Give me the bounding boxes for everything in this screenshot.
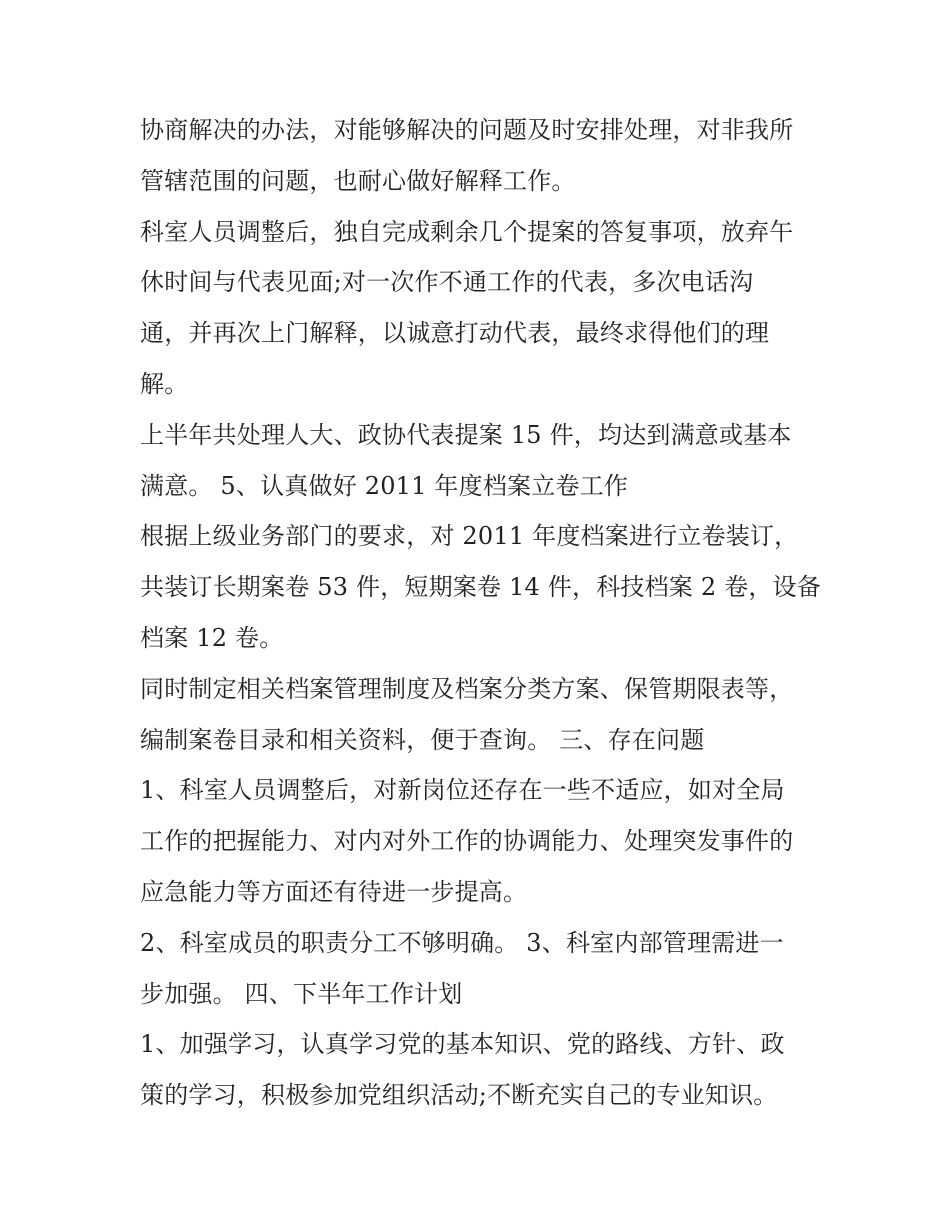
text-line: 协商解决的办法，对能够解决的问题及时安排处理，对非我所 xyxy=(140,116,794,144)
text-line: 管辖范围的问题，也耐心做好解释工作。 xyxy=(140,166,576,195)
text-line: 解。 xyxy=(140,369,189,398)
text-line: 满意。 5、认真做好 2011 年度档案立卷工作 xyxy=(140,471,629,500)
text-line: 1、科室人员调整后，对新岗位还存在一些不适应，如对全局 xyxy=(140,776,785,805)
text-line: 根据上级业务部门的要求，对 2011 年度档案进行立卷装订， xyxy=(140,522,799,551)
document-body xyxy=(140,105,820,1121)
text-line: 工作的把握能力、对内对外工作的协调能力、处理突发事件的 xyxy=(140,827,794,856)
text-line: 1、加强学习，认真学习党的基本知识、党的路线、方针、政 xyxy=(140,1030,785,1059)
text-line: 应急能力等方面还有待进一步提高。 xyxy=(140,877,528,906)
text-line: 通，并再次上门解释，以诚意打动代表，最终求得他们的理 xyxy=(140,319,770,348)
text-line: 同时制定相关档案管理制度及档案分类方案、保管期限表等， xyxy=(140,674,794,703)
text-line: 休时间与代表见面;对一次作不通工作的代表，多次电话沟 xyxy=(140,268,754,297)
text-line: 上半年共处理人大、政协代表提案 15 件，均达到满意或基本 xyxy=(140,420,792,449)
text-line: 科室人员调整后，独自完成剩余几个提案的答复事项，放弃午 xyxy=(140,217,794,246)
text-line: 共装订长期案卷 53 件，短期案卷 14 件，科技档案 2 卷，设备 xyxy=(140,573,821,602)
text-line: 档案 12 卷。 xyxy=(140,623,284,652)
text-line: 2、科室成员的职责分工不够明确。 3、科室内部管理需进一 xyxy=(140,928,784,957)
text-line: 编制案卷目录和相关资料，便于查询。 三、存在问题 xyxy=(140,725,705,754)
text-line: 策的学习，积极参加党组织活动;不断充实自己的专业知识。 xyxy=(140,1081,778,1110)
text-line: 步加强。 四、下半年工作计划 xyxy=(140,979,463,1008)
